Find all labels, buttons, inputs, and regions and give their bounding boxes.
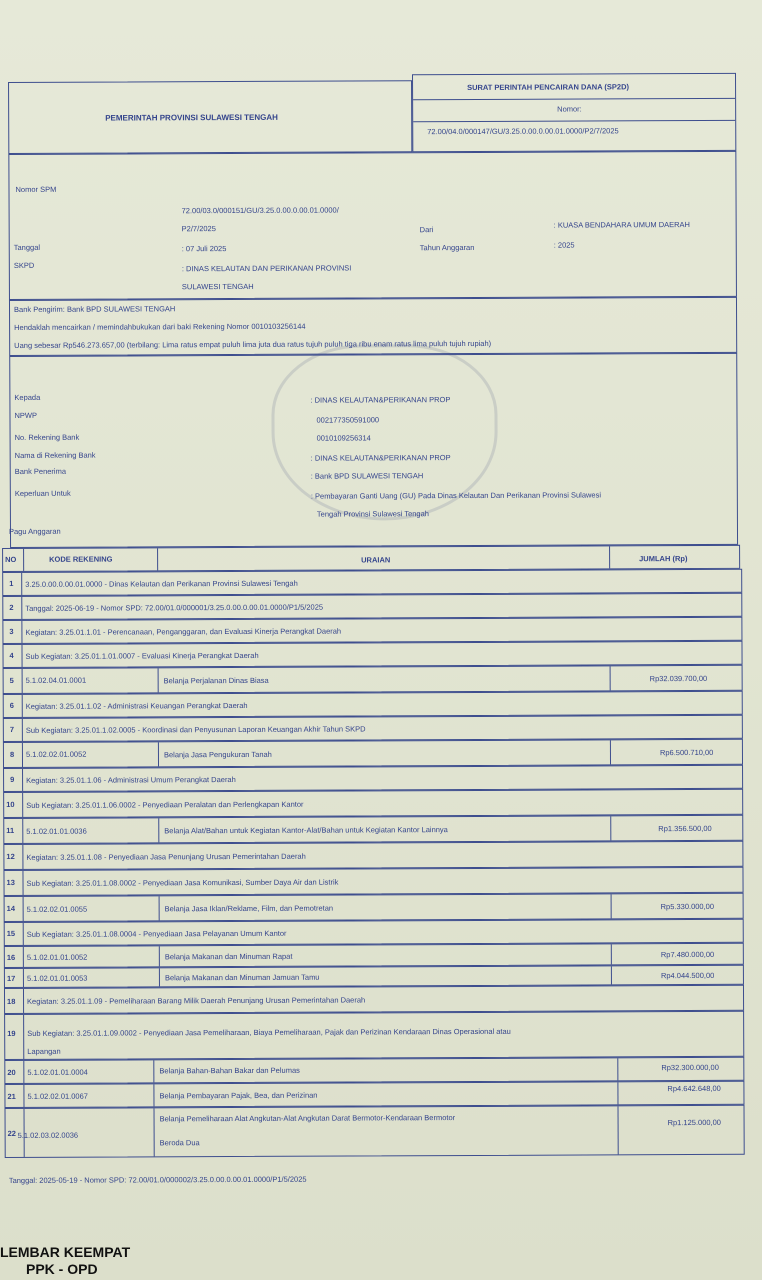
copy-stamp-line2: PPK - OPD	[26, 1261, 98, 1277]
row-uraian: Belanja Pemeliharaan Alat Angkutan-Alat Angkutan Darat Bermotor-Kendaraan Bermotor	[159, 1113, 456, 1124]
row-kode: 5.1.02.02.01.0055	[26, 904, 88, 914]
instruction-text: Hendaklah mencairkan / memindahbukukan dari baki Rekening Nomor 0010103256144	[14, 321, 306, 332]
header-no: NO	[5, 554, 17, 565]
tanggal-value: : 07 Juli 2025	[181, 244, 227, 254]
bank-penerima-value: : Bank BPD SULAWESI TENGAH	[310, 471, 424, 481]
nama-rekening-value: : DINAS KELAUTAN&PERIKANAN PROP	[310, 453, 451, 463]
bank-pengirim: Bank Pengirim: Bank BPD SULAWESI TENGAH	[13, 304, 176, 314]
npwp-value: 002177350591000	[316, 415, 380, 425]
nomor-label: Nomor:	[557, 104, 582, 114]
tahun-value: : 2025	[553, 240, 575, 250]
row-jumlah: Rp7.480.000,00	[660, 949, 715, 960]
row-number: 2	[9, 602, 14, 612]
row-text: Sub Kegiatan: 3.25.01.1.09.0002 - Penyediaan Jasa Pemeliharaan, Biaya Pemeliharaan, Pajak dan Perizinan Kendaraan Dinas Operasional atau	[27, 1026, 511, 1038]
row-kode: 5.1.02.01.01.0052	[26, 952, 88, 962]
kepada-label: Kepada	[14, 392, 41, 402]
row-kode: 5.1.02.04.01.0001	[25, 675, 87, 685]
row-kode: 5.1.02.02.01.0067	[27, 1091, 88, 1101]
row-text: Sub Kegiatan: 3.25.01.1.01.0007 - Evaluasi Kinerja Perangkat Daerah	[25, 650, 259, 661]
row-number: 19	[7, 1028, 16, 1039]
row-number: 12	[6, 851, 15, 862]
row-number: 1	[9, 578, 14, 588]
row-uraian: Belanja Bahan-Bahan Bakar dan Pelumas	[159, 1065, 300, 1076]
row-jumlah: Rp4.044.500,00	[660, 970, 715, 981]
row-text: 3.25.0.00.0.00.01.0000 - Dinas Kelautan dan Perikanan Provinsi Sulawesi Tengah	[25, 578, 298, 589]
row-number: 20	[7, 1067, 16, 1078]
nomor-spm-label: Nomor SPM	[15, 184, 57, 194]
row-number: 4	[9, 650, 14, 660]
row-text: Kegiatan: 3.25.01.1.01 - Perencanaan, Penganggaran, dan Evaluasi Kinerja Perangkat Daerah	[25, 626, 342, 637]
row-jumlah: Rp32.300.000,00	[661, 1062, 719, 1073]
row-kode: 5.1.02.01.01.0036	[26, 826, 87, 836]
row-number: 6	[9, 700, 14, 710]
table-row	[2, 641, 742, 668]
row-text: Kegiatan: 3.25.01.1.02 - Administrasi Keuangan Perangkat Daerah	[25, 700, 248, 711]
table-row	[4, 893, 744, 922]
row-number: 18	[7, 996, 16, 1007]
header-jumlah: JUMLAH (Rp)	[639, 554, 688, 564]
tanggal-label: Tanggal	[13, 242, 41, 252]
kepada-value: : DINAS KELAUTAN&PERIKANAN PROP	[310, 395, 451, 405]
table-row	[3, 841, 743, 870]
row-uraian: Belanja Alat/Bahan untuk Kegiatan Kantor-Alat/Bahan untuk Kegiatan Kantor Lainnya	[164, 825, 448, 836]
header-right-box	[412, 73, 736, 152]
table-row	[4, 1081, 744, 1108]
row-number: 7	[9, 724, 15, 734]
sp2d-title: SURAT PERINTAH PENCAIRAN DANA (SP2D)	[467, 82, 630, 92]
row-uraian: Belanja Pembayaran Pajak, Bea, dan Perizinan	[159, 1090, 318, 1101]
row-text: Tanggal: 2025-06-19 - Nomor SPD: 72.00/01.0/000001/3.25.0.00.0.00.01.0000/P1/5/2025	[25, 602, 324, 613]
keperluan-value-2: Tengah Provinsi Sulawesi Tengah	[316, 509, 429, 519]
table-row	[2, 569, 742, 596]
row-uraian: Belanja Perjalanan Dinas Biasa	[163, 675, 269, 686]
row-text: Kegiatan: 3.25.01.1.09 - Pemeliharaan Barang Milik Daerah Penunjang Urusan Pemerintahan Daerah	[27, 995, 366, 1006]
keperluan-label: Keperluan Untuk	[14, 488, 71, 498]
row-number: 16	[6, 952, 16, 963]
row-jumlah: Rp32.039.700,00	[649, 673, 708, 684]
table-row	[2, 593, 742, 620]
table-row	[5, 1105, 745, 1158]
row-number: 22	[7, 1128, 16, 1139]
table-row	[4, 919, 744, 946]
row-jumlah: Rp5.330.000,00	[660, 901, 715, 912]
table-header	[2, 545, 740, 572]
row-number: 17	[6, 973, 16, 984]
table-row	[3, 691, 743, 718]
info-box	[8, 151, 737, 300]
table-row	[3, 765, 743, 792]
table-row	[3, 815, 743, 844]
row-number: 8	[9, 749, 15, 759]
row-jumlah: Rp1.125.000,00	[667, 1117, 721, 1128]
gov-title: PEMERINTAH PROVINSI SULAWESI TENGAH	[105, 112, 278, 123]
bank-penerima-label: Bank Penerima	[14, 466, 67, 476]
recipient-box	[9, 353, 738, 548]
nomor-spm-value: 72.00/03.0/000151/GU/3.25.0.00.0.00.01.0000/	[181, 205, 339, 216]
sp2d-number: 72.00/04.0/000147/GU/3.25.0.00.0.00.01.0000/P2/7/2025	[427, 126, 619, 137]
row-number: 3	[9, 626, 14, 636]
row-number: 9	[10, 774, 15, 784]
table-row	[4, 1057, 744, 1084]
keperluan-value: : Pembayaran Ganti Uang (GU) Pada Dinas Kelautan Dan Perikanan Provinsi Sulawesi	[310, 490, 602, 501]
table-row	[2, 617, 742, 644]
row-number: 13	[6, 877, 15, 888]
row-text: Sub Kegiatan: 3.25.01.1.08.0002 - Penyediaan Jasa Komunikasi, Sumber Daya Air dan Listrik	[26, 877, 339, 888]
row-number: 15	[6, 928, 16, 939]
skpd-value: : DINAS KELAUTAN DAN PERIKANAN PROVINSI	[181, 263, 352, 274]
row-jumlah: Rp6.500.710,00	[659, 747, 714, 758]
next-spd-line: Tanggal: 2025-05-19 - Nomor SPD: 72.00/01.0/000002/3.25.0.00.0.00.01.0000/P1/5/2025	[8, 1174, 307, 1186]
copy-stamp	[0, 1244, 130, 1278]
row-kode: 5.1.02.01.01.0004	[27, 1067, 88, 1077]
dari-value: : KUASA BENDAHARA UMUM DAERAH	[553, 220, 690, 230]
bank-box	[9, 297, 737, 356]
no-rekening-value: 0010109256314	[316, 433, 371, 443]
dari-label: Dari	[419, 225, 434, 235]
row-number: 11	[6, 825, 15, 836]
table-row	[3, 867, 743, 896]
row-uraian: Belanja Jasa Iklan/Reklame, Film, dan Pemotretan	[164, 903, 334, 914]
skpd-label: SKPD	[13, 260, 35, 270]
row-kode: 5.1.02.03.02.0036	[17, 1130, 79, 1140]
row-uraian: Belanja Makanan dan Minuman Jamuan Tamu	[164, 972, 320, 983]
npwp-label: NPWP	[14, 410, 38, 420]
copy-stamp-line1: LEMBAR KEEMPAT	[0, 1244, 131, 1260]
tahun-label: Tahun Anggaran	[419, 242, 475, 253]
table-row	[3, 789, 743, 818]
row-jumlah: Rp1.356.500,00	[658, 823, 712, 834]
row-kode: 5.1.02.01.01.0053	[26, 973, 88, 983]
amount-text: Uang sebesar Rp546.273.657,00 (terbilang: Lima ratus empat puluh lima juta dua ratus tujuh puluh tiga ribu enam ratus lima puluh tujuh rupiah)	[14, 338, 492, 350]
header-kode-rekening: KODE REKENING	[49, 554, 113, 564]
row-number: 14	[6, 903, 15, 914]
row-uraian: Belanja Makanan dan Minuman Rapat	[164, 951, 293, 962]
row-uraian: Belanja Jasa Pengukuran Tanah	[163, 749, 272, 760]
pagu-label: Pagu Anggaran	[8, 526, 61, 536]
nama-rekening-label: Nama di Rekening Bank	[14, 450, 96, 460]
table-row	[4, 943, 744, 968]
row-number: 21	[7, 1091, 16, 1102]
row-text: Kegiatan: 3.25.01.1.06 - Administrasi Umum Perangkat Daerah	[26, 775, 236, 785]
row-text: Sub Kegiatan: 3.25.01.1.02.0005 - Koordinasi dan Penyusunan Laporan Keuangan Akhir Tahun SKPD	[25, 724, 366, 735]
table-row	[3, 715, 743, 742]
table-row	[4, 1011, 744, 1060]
row-jumlah: Rp4.642.648,00	[667, 1083, 721, 1094]
row-uraian-2: Beroda Dua	[159, 1138, 200, 1148]
skpd-value-2: SULAWESI TENGAH	[181, 281, 254, 292]
row-text: Sub Kegiatan: 3.25.01.1.08.0004 - Penyediaan Jasa Pelayanan Umum Kantor	[26, 928, 287, 939]
row-text: Sub Kegiatan: 3.25.01.1.06.0002 - Penyediaan Peralatan dan Perlengkapan Kantor	[26, 799, 304, 810]
row-text: Kegiatan: 3.25.01.1.08 - Penyediaan Jasa Penunjang Urusan Pemerintahan Daerah	[26, 851, 306, 862]
header-uraian: URAIAN	[361, 555, 391, 565]
no-rekening-label: No. Rekening Bank	[14, 432, 80, 442]
sp2d-document	[5, 73, 749, 1196]
row-number: 5	[9, 675, 14, 685]
row-text-2: Lapangan	[27, 1046, 61, 1056]
table-row	[3, 665, 743, 694]
row-number: 10	[6, 799, 15, 810]
table-row	[4, 985, 744, 1014]
table-row	[3, 739, 743, 768]
row-kode: 5.1.02.02.01.0052	[25, 749, 87, 759]
header-left-box	[8, 80, 412, 154]
nomor-spm-value-2: P2/7/2025	[181, 224, 216, 234]
